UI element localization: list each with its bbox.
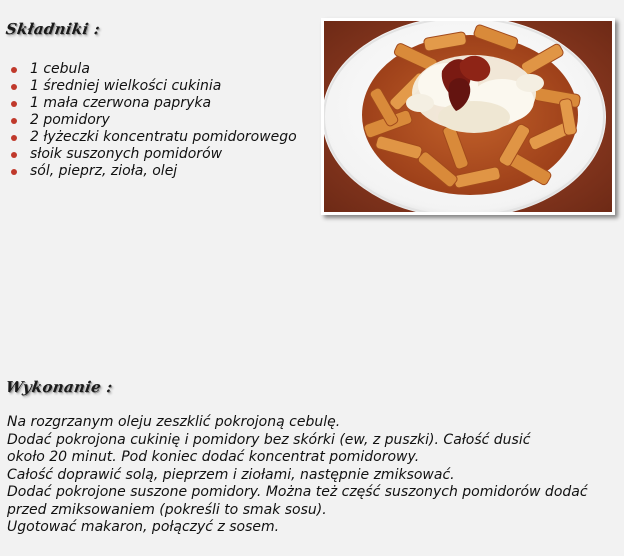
- ingredient-text: 2 łyżeczki koncentratu pomidorowego: [30, 129, 297, 145]
- pasta-dish-photo: [324, 21, 612, 212]
- bullet-icon: [11, 169, 17, 175]
- ingredient-text: 1 mała czerwona papryka: [30, 95, 212, 111]
- ingredient-item: [10, 95, 297, 112]
- bullet-icon: [11, 101, 17, 107]
- dish-photo-frame: [321, 18, 615, 215]
- bullet-icon: [11, 135, 17, 141]
- method-step: Dodać pokrojone suszone pomidory. Można też część suszonych pomidorów dodać przed zmiksowaniem (pokreśli to smak sosu).: [7, 484, 588, 518]
- method-step: Całość doprawić solą, pieprzem i ziołami, następnie zmiksować.: [7, 466, 455, 483]
- ingredients-heading: Składniki :: [4, 20, 102, 38]
- ingredient-item: [10, 129, 297, 146]
- ingredient-item: [10, 112, 297, 129]
- bullet-icon: [11, 84, 17, 90]
- method-heading: Wykonanie :: [4, 378, 114, 396]
- method-step: Dodać pokrojona cukinię i pomidory bez skórki (ew, z puszki). Całość dusić około 20 minut. Pod koniec dodać koncentrat pomidorowy.: [7, 431, 531, 465]
- ingredients-list: [10, 61, 297, 180]
- ingredient-text: 1 średniej wielkości cukinia: [30, 78, 222, 94]
- ingredient-item: [10, 146, 297, 163]
- bullet-icon: [11, 118, 17, 124]
- ingredient-item: [10, 61, 297, 78]
- ingredient-item: [10, 78, 297, 95]
- ingredient-text: 2 pomidory: [30, 112, 110, 128]
- method-step: Na rozgrzanym oleju zeszklić pokrojoną cebulę.: [7, 414, 341, 430]
- method-text: [7, 414, 617, 537]
- ingredient-text: sól, pieprz, zioła, olej: [30, 163, 178, 179]
- ingredient-text: 1 cebula: [30, 61, 90, 77]
- method-step: Ugotować makaron, połączyć z sosem.: [7, 519, 280, 535]
- bullet-icon: [11, 152, 17, 158]
- ingredient-text: słoik suszonych pomidorów: [30, 146, 223, 162]
- bullet-icon: [11, 67, 17, 73]
- ingredient-item: [10, 163, 297, 180]
